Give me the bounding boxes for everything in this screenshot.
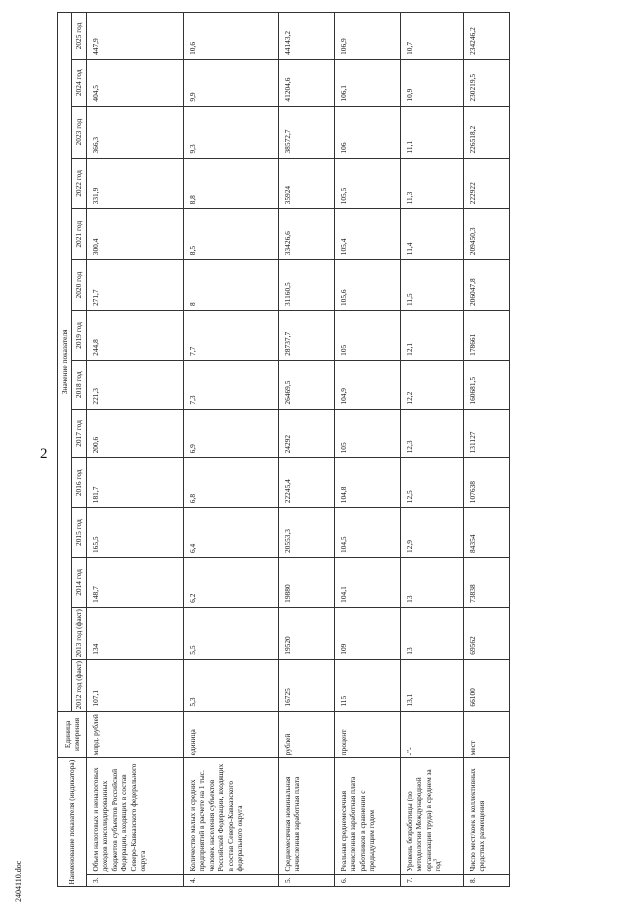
value-cell: 10,7: [400, 13, 463, 60]
value-cell: 33426,6: [278, 209, 334, 260]
value-cell: 8: [183, 260, 278, 311]
value-cell: 28737,7: [278, 311, 334, 361]
value-cell: 38572,7: [278, 106, 334, 158]
row-unit: процент: [334, 711, 400, 758]
value-cell: 106,9: [334, 13, 400, 60]
value-cell: 66100: [463, 659, 509, 711]
value-cell: 115: [334, 659, 400, 711]
value-cell: 19880: [278, 558, 334, 608]
value-cell: 9,3: [183, 106, 278, 158]
page-number: 2: [40, 446, 48, 462]
row-unit: рублей: [278, 711, 334, 758]
header-unit: Единица измерения: [58, 711, 87, 758]
value-cell: 44143,2: [278, 13, 334, 60]
header-year: 2017 год: [72, 409, 86, 458]
value-cell: 12,5: [400, 458, 463, 508]
row-unit: -"-: [400, 711, 463, 758]
header-year: 2016 год: [72, 458, 86, 508]
value-cell: 24292: [278, 409, 334, 458]
header-value-group: Значение показателя: [58, 13, 72, 712]
value-cell: 148,7: [86, 558, 183, 608]
value-cell: 404,5: [86, 59, 183, 106]
value-cell: 226518,2: [463, 106, 509, 158]
value-cell: 69562: [463, 607, 509, 659]
value-cell: 10,9: [400, 59, 463, 106]
value-cell: 105,4: [334, 209, 400, 260]
value-cell: 6,2: [183, 558, 278, 608]
row-number: 8.: [463, 874, 509, 886]
row-number: 3.: [86, 874, 183, 886]
value-cell: 222922: [463, 158, 509, 209]
value-cell: 105: [334, 409, 400, 458]
header-year: 2021 год: [72, 209, 86, 260]
table-row: [183, 13, 278, 887]
value-cell: 209450,3: [463, 209, 509, 260]
row-indicator-name-cell: [400, 758, 463, 874]
indicator-table: [57, 12, 510, 887]
value-cell: 9,9: [183, 59, 278, 106]
table-row: [278, 13, 334, 887]
header-year: 2020 год: [72, 260, 86, 311]
header-year: 2013 год (факт): [72, 607, 86, 659]
row-indicator-name: Уровень безработицы (по методологии Международной организации труда) в среднем за год: [404, 769, 443, 872]
value-cell: 178661: [463, 311, 509, 361]
value-cell: 366,3: [86, 106, 183, 158]
row-number: 4.: [183, 874, 278, 886]
value-cell: 12,2: [400, 360, 463, 409]
header-year: 2012 год (факт): [72, 659, 86, 711]
row-indicator-name: Среднемесячная номинальная начисленная заработная плата: [278, 758, 334, 874]
header-year: 2025 год: [72, 13, 86, 60]
value-cell: 106,1: [334, 59, 400, 106]
table-row: [334, 13, 400, 887]
value-cell: 221,3: [86, 360, 183, 409]
value-cell: 11,3: [400, 158, 463, 209]
value-cell: 20553,3: [278, 508, 334, 558]
row-unit: единица: [183, 711, 278, 758]
value-cell: 447,9: [86, 13, 183, 60]
value-cell: 300,4: [86, 209, 183, 260]
table-row: [400, 13, 463, 887]
rotated-table-wrap: [57, 12, 537, 887]
table-row: [86, 13, 183, 887]
value-cell: 105,6: [334, 260, 400, 311]
header-year: 2024 год: [72, 59, 86, 106]
row-indicator-name: Число мест/коек в коллективных средствах размещения: [463, 758, 509, 874]
row-indicator-name: Количество малых и средних предприятий в расчете на 1 тыс. человек населения субъектов Российской Федерации, входящих в состав Северо-Кавказского федерального округа: [183, 758, 278, 874]
value-cell: 134: [86, 607, 183, 659]
value-cell: 26469,5: [278, 360, 334, 409]
value-cell: 12,9: [400, 508, 463, 558]
row-unit: мест: [463, 711, 509, 758]
table-row: [463, 13, 509, 887]
value-cell: 181,7: [86, 458, 183, 508]
footer-filename: 2404110.doc: [14, 860, 23, 902]
value-cell: 244,8: [86, 311, 183, 361]
header-year: 2018 год: [72, 360, 86, 409]
value-cell: 22245,4: [278, 458, 334, 508]
row-indicator-name: Объем налоговых и неналоговых доходов консолидированных бюджетов субъектов Российской Федерации, входящих в состав Северо-Кавказского федерального округа: [86, 758, 183, 874]
value-cell: 104,1: [334, 558, 400, 608]
value-cell: 105: [334, 311, 400, 361]
value-cell: 200,6: [86, 409, 183, 458]
header-year: 2023 год: [72, 106, 86, 158]
value-cell: 131127: [463, 409, 509, 458]
value-cell: 104,5: [334, 508, 400, 558]
value-cell: 41204,6: [278, 59, 334, 106]
value-cell: 6,9: [183, 409, 278, 458]
header-year: 2014 год: [72, 558, 86, 608]
value-cell: 73838: [463, 558, 509, 608]
header-indicator-name: Наименование показателя (индикатора): [58, 758, 87, 887]
value-cell: 10,6: [183, 13, 278, 60]
value-cell: 271,7: [86, 260, 183, 311]
value-cell: 107,1: [86, 659, 183, 711]
value-cell: 84354: [463, 508, 509, 558]
value-cell: 8,5: [183, 209, 278, 260]
value-cell: 6,4: [183, 508, 278, 558]
header-year: 2022 год: [72, 158, 86, 209]
value-cell: 12,1: [400, 311, 463, 361]
value-cell: 107638: [463, 458, 509, 508]
value-cell: 13: [400, 607, 463, 659]
value-cell: 13: [400, 558, 463, 608]
value-cell: 16725: [278, 659, 334, 711]
value-cell: 206047,8: [463, 260, 509, 311]
row-number: 6.: [334, 874, 400, 886]
value-cell: 104,9: [334, 360, 400, 409]
value-cell: 105,5: [334, 158, 400, 209]
value-cell: 104,8: [334, 458, 400, 508]
value-cell: 13,1: [400, 659, 463, 711]
row-number: 5.: [278, 874, 334, 886]
value-cell: 11,5: [400, 260, 463, 311]
value-cell: 106: [334, 106, 400, 158]
value-cell: 5,3: [183, 659, 278, 711]
value-cell: 8,8: [183, 158, 278, 209]
value-cell: 160681,5: [463, 360, 509, 409]
footer-filename-wrap: [14, 846, 54, 906]
value-cell: 7,3: [183, 360, 278, 409]
value-cell: 5,5: [183, 607, 278, 659]
value-cell: 331,9: [86, 158, 183, 209]
value-cell: 109: [334, 607, 400, 659]
header-year: 2019 год: [72, 311, 86, 361]
value-cell: 7,7: [183, 311, 278, 361]
value-cell: 6,8: [183, 458, 278, 508]
row-unit: млрд. рублей: [86, 711, 183, 758]
row-indicator-name: Реальная среднемесячная начисленная заработная плата работников в сравнении с предыдущим годом: [334, 758, 400, 874]
row-number: 7.: [400, 874, 463, 886]
footnote-mark: 3: [433, 858, 439, 862]
value-cell: 11,4: [400, 209, 463, 260]
value-cell: 19520: [278, 607, 334, 659]
value-cell: 165,5: [86, 508, 183, 558]
value-cell: 12,3: [400, 409, 463, 458]
value-cell: 11,1: [400, 106, 463, 158]
value-cell: 35924: [278, 158, 334, 209]
value-cell: 230219,5: [463, 59, 509, 106]
value-cell: 234246,2: [463, 13, 509, 60]
header-year: 2015 год: [72, 508, 86, 558]
value-cell: 31160,5: [278, 260, 334, 311]
